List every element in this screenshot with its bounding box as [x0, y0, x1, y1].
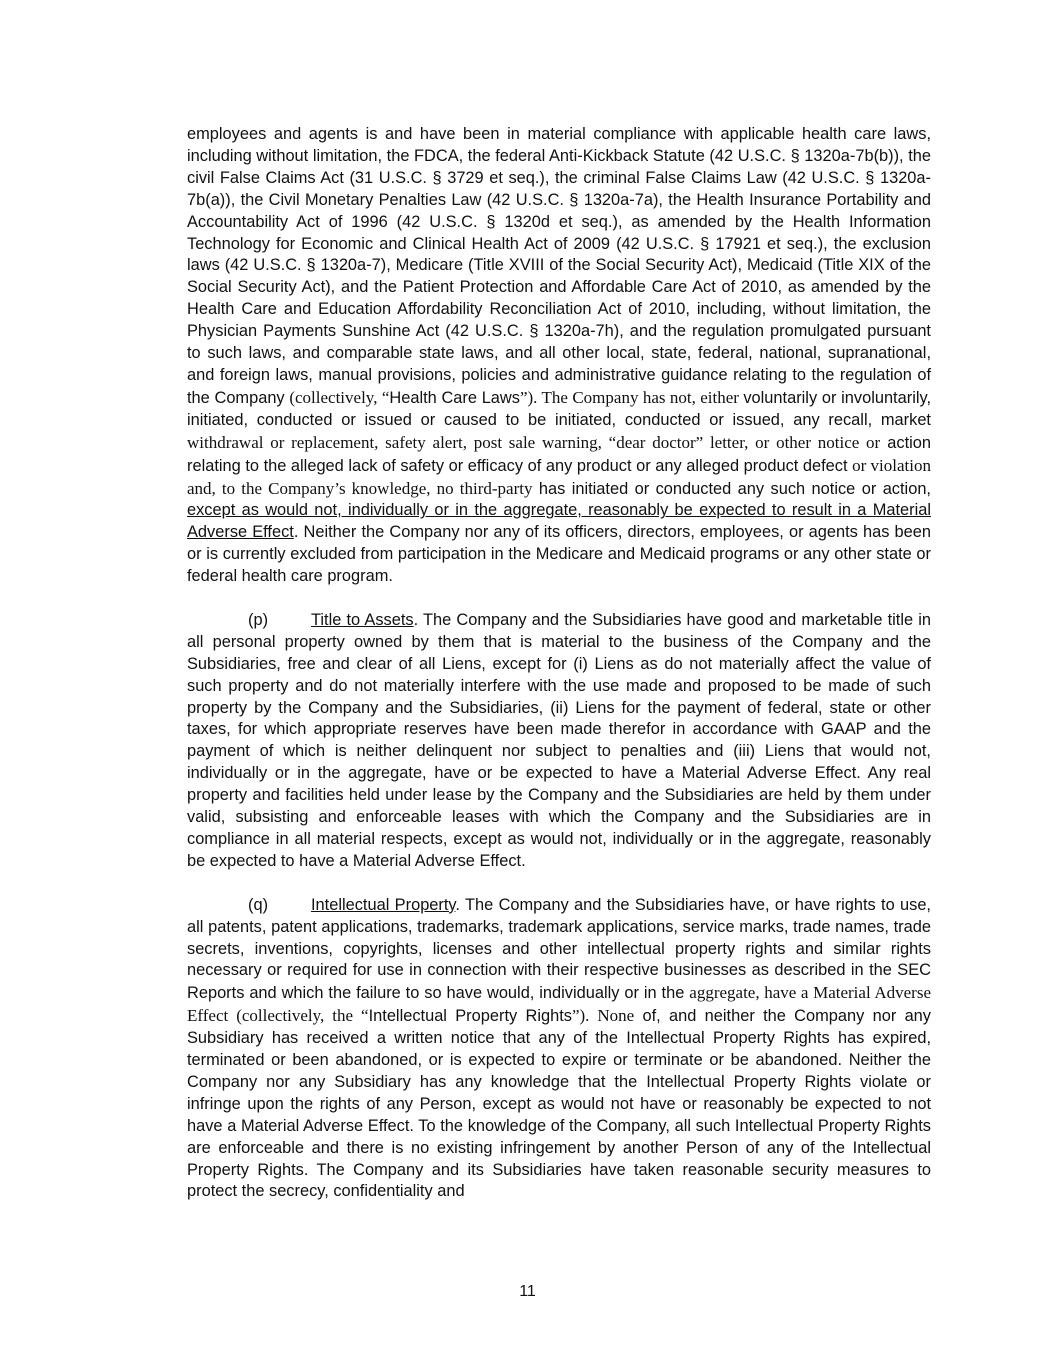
paragraph-text: employees and agents is and have been in material compliance with applicable health care laws, including without limitation, the FDCA, the federal Anti-Kickback Statute (42 U.S.C. § 1320a-7b(b)), the civil False Claims Act (31 U.S.C. § 3729 et seq.), the criminal False Claims Law (42 U.S.C. § 1320a-7b(a)), the Civil Monetary Penalties Law (42 U.S.C. § 1320a-7a), the Health Insurance Portability and Accountability Act of 1996 (42 U.S.C. § 1320d et seq.), as amended by the Health Information Technology for Economic and Clinical Health Act of 2009 (42 U.S.C. § 17921 et seq.), the exclusion laws (42 U.S.C. § 1320a-7), Medicare (Title XVIII of the Social Security Act), Medicaid (Title XIX of the Social Security Act), and the Patient Protection and Affordable Care Act of 2010, as amended by the Health Care and Education Affordability Reconciliation Act of 2010, including, without limitation, the Physician Payments Sunshine Act (42 U.S.C. § 1320a-7h), and the regulation promulgated pursuant to such laws, and comparable state laws, and all other local, state, federal, national, supranational, and foreign laws, manual provisions, policies and administrative guidance relating to the regulation of the Company [187, 125, 931, 407]
paragraph-text: (collectively, “ [289, 387, 390, 407]
section-heading-intellectual-property: Intellectual Property [311, 895, 456, 914]
paragraph-text: action relating to the alleged lack of safety or efficacy of any product or any alleged product defect [187, 433, 931, 475]
defined-term-health-care-laws: Health Care Laws [389, 388, 520, 407]
paragraph-intellectual-property [187, 895, 931, 1204]
paragraph-text: or violation and, to the Company’s knowledge, no third-party [187, 455, 931, 498]
paragraph-text: voluntarily or involuntarily, initiated, conducted or issued or caused to be initiated, conducted or issued, any recall, market [187, 388, 932, 429]
paragraph-text: has initiated or conducted any such notice or action, [532, 479, 931, 498]
page-number: 11 [519, 1283, 536, 1300]
section-heading-title-to-assets: Title to Assets [311, 610, 414, 629]
section-label-q: (q) [248, 895, 269, 914]
paragraph-text: of, and neither the Company nor any Subsidiary has received a written notice that any of the Intellectual Property Rights has expired, terminated or been abandoned, or is expected to expire or terminate or be abandoned. Neither the Company nor any Subsidiary has any knowledge that the Intellectual Property Rights violate or infringe upon the rights of any Person, except as would not have or reasonably be expected to not have a Material Adverse Effect. To the knowledge of the Company, all such Intellectual Property Rights are enforceable and there is no existing infringement by another Person of any of the Intellectual Property Rights. The Company and its Subsidiaries have taken reasonable security measures to protect the secrecy, confidentiality and [187, 1007, 931, 1201]
paragraph-text: aggregate, have a Material Adverse Effect (collectively, the “ [187, 983, 932, 1026]
paragraph-text: ”). None [571, 1006, 635, 1026]
paragraph-text: . The Company and the Subsidiaries have good and marketable title in all personal property owned by them that is material to the business of the Company and the Subsidiaries, free and clear of all Liens, except for (i) Liens as do not materially affect the value of such property and do not materially interfere with the use made and proposed to be made of such property by the Company and the Subsidiaries, (ii) Liens for the payment of federal, state or other taxes, for which appropriate reserves have been made therefor in accordance with GAAP and the payment of which is neither delinquent nor subject to penalties and (iii) Liens that would not, individually or in the aggregate, have or be expected to have a Material Adverse Effect. Any real property and facilities held under lease by the Company and the Subsidiaries are held by them under valid, subsisting and enforceable leases with which the Company and the Subsidiaries are in compliance in all material respects, except as would not, individually or in the aggregate, reasonably be expected to have a Material Adverse Effect. [187, 610, 931, 870]
underlined-mae-qualifier: except as would not, individually or in the aggregate, reasonably be expected to result in a Material Adverse Effect [187, 501, 931, 542]
paragraph-text: ”). The Company has not, either [519, 387, 744, 407]
paragraph-text: . Neither the Company nor any of its officers, directors, employees, or agents has been or is currently excluded from participation in the Medicare and Medicaid programs or any other state or federal health care program. [187, 523, 931, 586]
paragraph-text: withdrawal or replacement, safety alert, post sale warning, “dear doctor” letter, or other notice or [187, 432, 881, 452]
section-label-p: (p) [248, 610, 269, 629]
paragraph-text: . The Company and the Subsidiaries have, or have rights to use, all patents, patent applications, trademarks, trademark applications, service marks, trade names, trade secrets, inventions, copyrights, licenses and other intellectual property rights and similar rights necessary or required for use in connection with their respective businesses as described in the SEC Reports and which the failure to so have would, individually or in the [187, 895, 931, 1003]
document-page-body [187, 124, 931, 1203]
paragraph-health-care-compliance [187, 124, 931, 588]
paragraph-title-to-assets [187, 610, 931, 873]
defined-term-intellectual-property-rights: Intellectual Property Rights [368, 1007, 572, 1026]
